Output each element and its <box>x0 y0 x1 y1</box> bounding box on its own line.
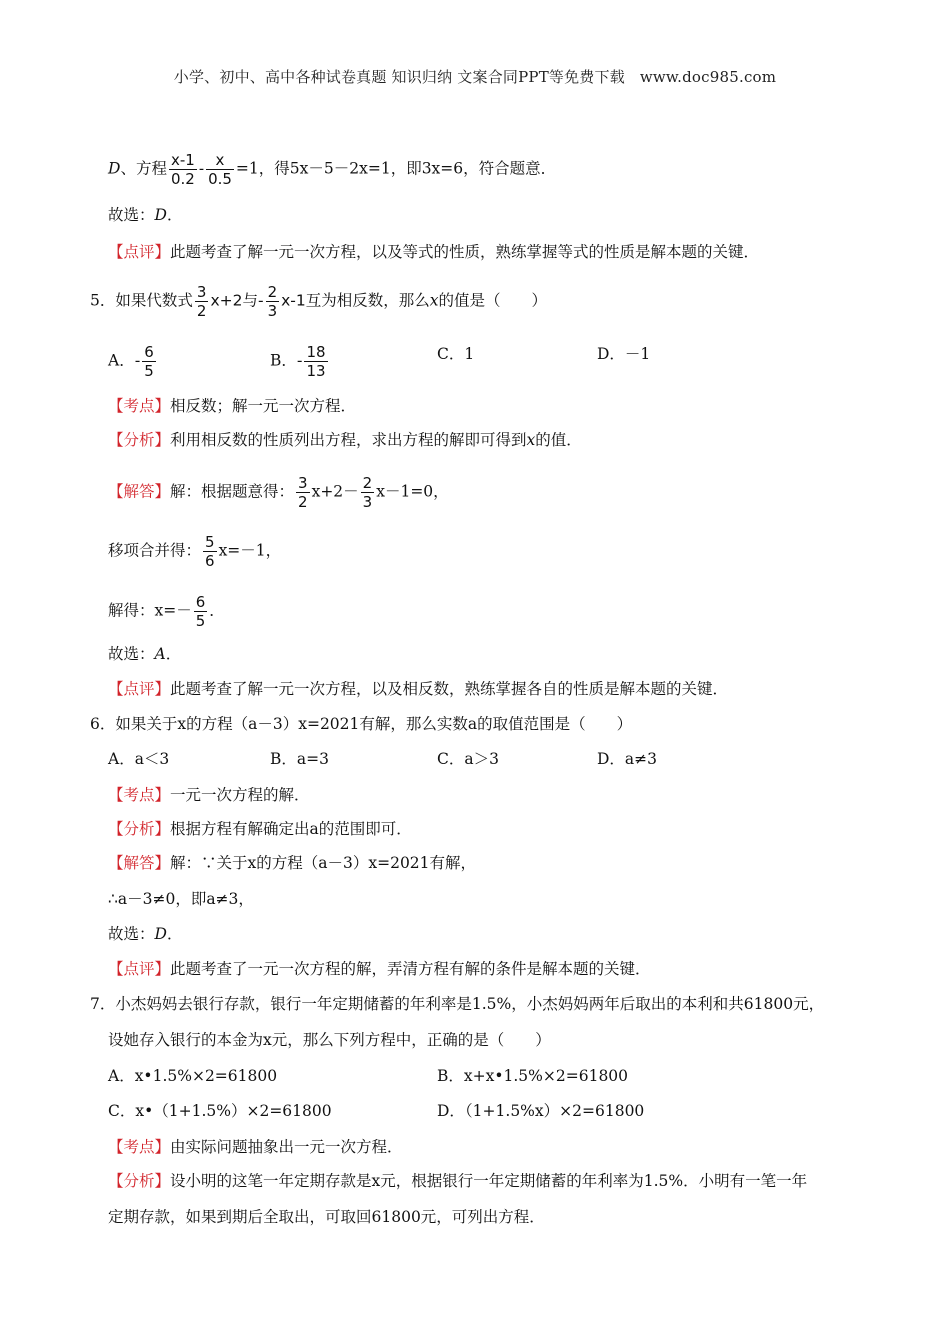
q7-fenxi-line2: 定期存款，如果到期后全取出，可取回61800元，可列出方程． <box>108 1208 545 1226</box>
q5-option-d: D．－1 <box>597 345 651 363</box>
q5-kaodian: 【考点】相反数；解一元一次方程． <box>108 397 357 415</box>
q6-option-d: D．a≠3 <box>597 750 658 768</box>
prev-choice: 故选：D． <box>108 206 183 224</box>
fraction: $\frac{3}{2}$ <box>298 474 308 511</box>
q5-option-a: A．- $\frac{6}{5}$ <box>108 343 154 380</box>
fraction: $\frac{2}{3}$ <box>267 283 278 320</box>
q5-step-solve: 解得：x=－ $\frac{6}{5}$ ． <box>108 593 225 630</box>
q6-step: ∴a－3≠0，即a≠3， <box>108 890 254 908</box>
q5-jieda: 【解答】解：根据题意得： $\frac{3}{2}$ x+2－ $\frac{2}{3}$ x－1=0， <box>108 474 449 511</box>
q7-option-a: A．x•1.5%×2=61800 <box>108 1067 278 1085</box>
fraction: $\frac{6}{5}$ <box>144 343 154 380</box>
fraction: $\frac{6}{5}$ <box>195 593 206 630</box>
q6-stem: 6．如果关于x的方程（a－3）x=2021有解，那么实数a的取值范围是（ ） <box>90 715 633 733</box>
q7-stem-line2: 设她存入银行的本金为x元，那么下列方程中，正确的是（ ） <box>108 1031 551 1049</box>
q6-choice: 故选：D． <box>108 925 183 943</box>
q6-option-c: C．a＞3 <box>437 750 499 768</box>
q7-stem-line1: 7．小杰妈妈去银行存款，银行一年定期储蓄的年利率是1.5%，小杰妈妈两年后取出的本利和共61800元， <box>90 995 825 1013</box>
header-url[interactable]: www.doc985.com <box>639 68 777 86</box>
prev-review: 【点评】此题考查了解一元一次方程，以及等式的性质，熟练掌握等式的性质是解本题的关键． <box>108 243 760 261</box>
prev-option-d-analysis: D、方程 $\frac{x-1}{0.2}$ - $\frac{x}{0.5}$ =1，得5x－5－2x=1，即3x=6，符合题意． <box>108 151 557 188</box>
q5-step-combine: 移项合并得： $\frac{5}{6}$ x=－1， <box>108 533 282 570</box>
q5-option-c: C．1 <box>437 345 475 363</box>
q5-stem: 5．如果代数式 $\frac{3}{2}$ x+2与- $\frac{2}{3}$ x-1互为相反数，那么x的值是（ ） <box>90 283 548 320</box>
fraction: $\frac{3}{2}$ <box>196 283 207 320</box>
q5-option-b: B．- $\frac{18}{13}$ <box>270 343 326 380</box>
fraction: $\frac{x}{0.5}$ <box>208 151 232 188</box>
q6-review: 【点评】此题考查了一元一次方程的解，弄清方程有解的条件是解本题的关键． <box>108 960 651 978</box>
fraction: $\frac{18}{13}$ <box>306 343 326 380</box>
q5-choice: 故选：A． <box>108 645 182 663</box>
q5-fenxi: 【分析】利用相反数的性质列出方程，求出方程的解即可得到x的值． <box>108 431 582 449</box>
q7-option-b: B．x+x•1.5%×2=61800 <box>437 1067 629 1085</box>
q7-fenxi: 【分析】设小明的这笔一年定期存款是x元，根据银行一年定期储蓄的年利率为1.5%．小明有一笔一年 <box>108 1172 808 1190</box>
q7-option-d: D．（1+1.5%x）×2=61800 <box>437 1102 645 1120</box>
review-tag: 【点评】 <box>108 243 171 261</box>
q7-kaodian: 【考点】由实际问题抽象出一元一次方程． <box>108 1138 403 1156</box>
header-text: 小学、初中、高中各种试卷真题 知识归纳 文案合同PPT等免费下载 <box>173 68 625 86</box>
fraction: $\frac{x-1}{0.2}$ <box>170 151 195 188</box>
fraction: $\frac{2}{3}$ <box>362 474 373 511</box>
q7-option-c: C．x•（1+1.5%）×2=61800 <box>108 1102 332 1120</box>
q6-kaodian: 【考点】一元一次方程的解． <box>108 786 310 804</box>
q6-option-b: B．a=3 <box>270 750 329 768</box>
q6-fenxi: 【分析】根据方程有解确定出a的范围即可． <box>108 820 412 838</box>
page-header <box>0 66 950 87</box>
q5-review: 【点评】此题考查了解一元一次方程，以及相反数，熟练掌握各自的性质是解本题的关键． <box>108 680 729 698</box>
q6-jieda: 【解答】解：∵关于x的方程（a－3）x=2021有解， <box>108 854 477 872</box>
fraction: $\frac{5}{6}$ <box>205 533 215 570</box>
q6-option-a: A．a＜3 <box>108 750 170 768</box>
